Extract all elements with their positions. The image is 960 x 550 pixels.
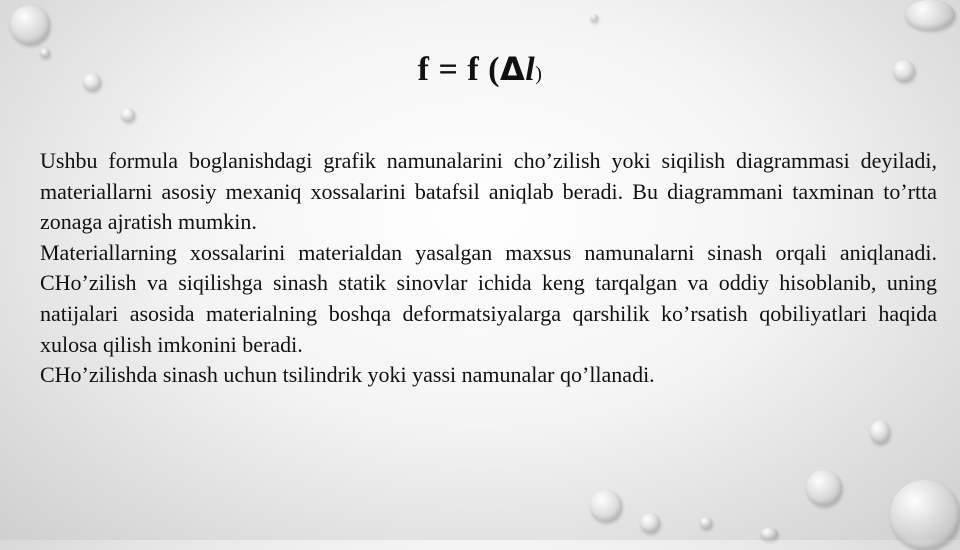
water-drop-decoration [590,490,622,522]
water-drop-decoration [806,470,842,506]
paragraph: Materiallarning xossalarini materialdan yasalgan maxsus namunalarni sinash orqali aniqlanadi. CHo’zilish va siqilishga sinash statik sinovlar ichida keng tarqalgan va oddiy hisoblanib, uning natijalari asosida materialning boshqa deformatsiyalarga qarshilik ko’rsatish qobiliyatlari haqida xulosa qilish imkonini beradi. [40,239,937,357]
water-drop-decoration [121,108,135,122]
formula-left: f = f ( [417,51,500,88]
water-drop-decoration [590,14,598,22]
water-drop-decoration [905,0,955,30]
water-drop-decoration [10,5,50,45]
water-drop-decoration [760,528,778,540]
water-drop-decoration [700,517,712,529]
water-drop-decoration [870,420,890,444]
formula-title [0,50,960,89]
body-text [40,146,937,391]
water-drop-decoration [640,513,660,533]
delta-symbol: Δ [499,50,526,88]
paragraph: Ushbu formula boglanishdagi grafik namunalarini cho’zilish yoki siqilish diagrammasi deyiladi, materiallarni asosiy mexaniq xossalarini batafsil aniqlab beradi. Bu diagrammani taxminan to’rtta zonaga ajratish mumkin. [40,148,937,235]
formula-variable: l [525,51,536,88]
paragraph: CHo’zilishda sinash uchun tsilindrik yoki yassi namunalar qo’llanadi. [40,362,655,388]
formula-right: ) [535,63,543,85]
